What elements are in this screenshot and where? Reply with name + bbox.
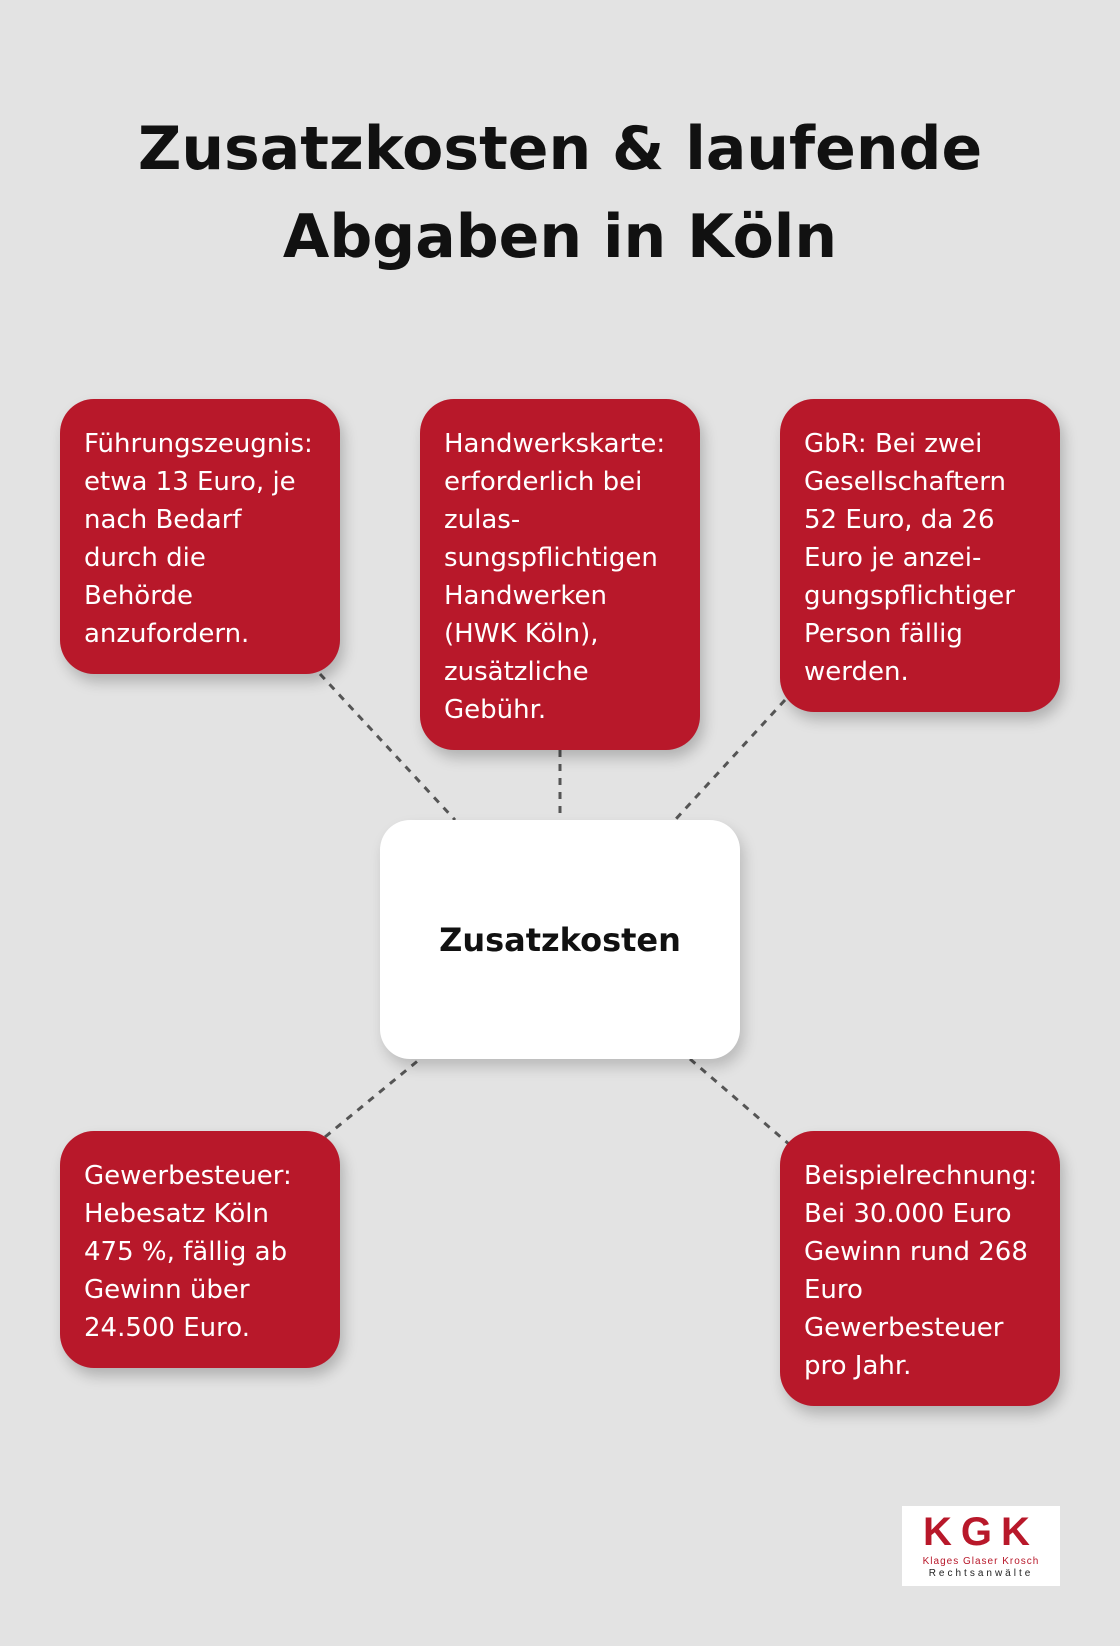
logo-subtitle: Rechtsanwälte xyxy=(928,1568,1034,1579)
center-label: Zusatzkosten xyxy=(439,920,681,959)
info-box-gewerbesteuer: Gewerbesteuer: Hebesatz Köln 475 %, fällig ab Gewinn über 24.500 Euro. xyxy=(60,1131,340,1368)
title-line-1: Zusatzkosten & laufende xyxy=(137,114,983,184)
connector-beispielrechnung xyxy=(690,1059,790,1145)
logo-names: Klages Glaser Krosch xyxy=(922,1556,1040,1567)
info-box-handwerkskarte: Handwerkskarte: erforderlich bei zulassungspflichtigen Handwerken (HWK Köln), zusätzliche Gebühr. xyxy=(420,399,700,750)
center-node xyxy=(380,820,740,1059)
info-box-gbr: GbR: Bei zwei Gesellschaftern 52 Euro, da 26 Euro je anzeigungspflichtiger Person fällig werden. xyxy=(780,399,1060,712)
company-logo xyxy=(902,1506,1060,1586)
info-box-beispielrechnung: Beispielrechnung: Bei 30.000 Euro Gewinn rund 268 Euro Gewerbesteuer pro Jahr. xyxy=(780,1131,1060,1406)
info-box-fuehrungszeugnis: Führungszeugnis: etwa 13 Euro, je nach Bedarf durch die Behörde anzufordern. xyxy=(60,399,340,674)
title-line-2: Abgaben in Köln xyxy=(282,202,838,272)
connector-gewerbesteuer xyxy=(325,1059,420,1137)
logo-mark: KGK xyxy=(923,1510,1039,1554)
